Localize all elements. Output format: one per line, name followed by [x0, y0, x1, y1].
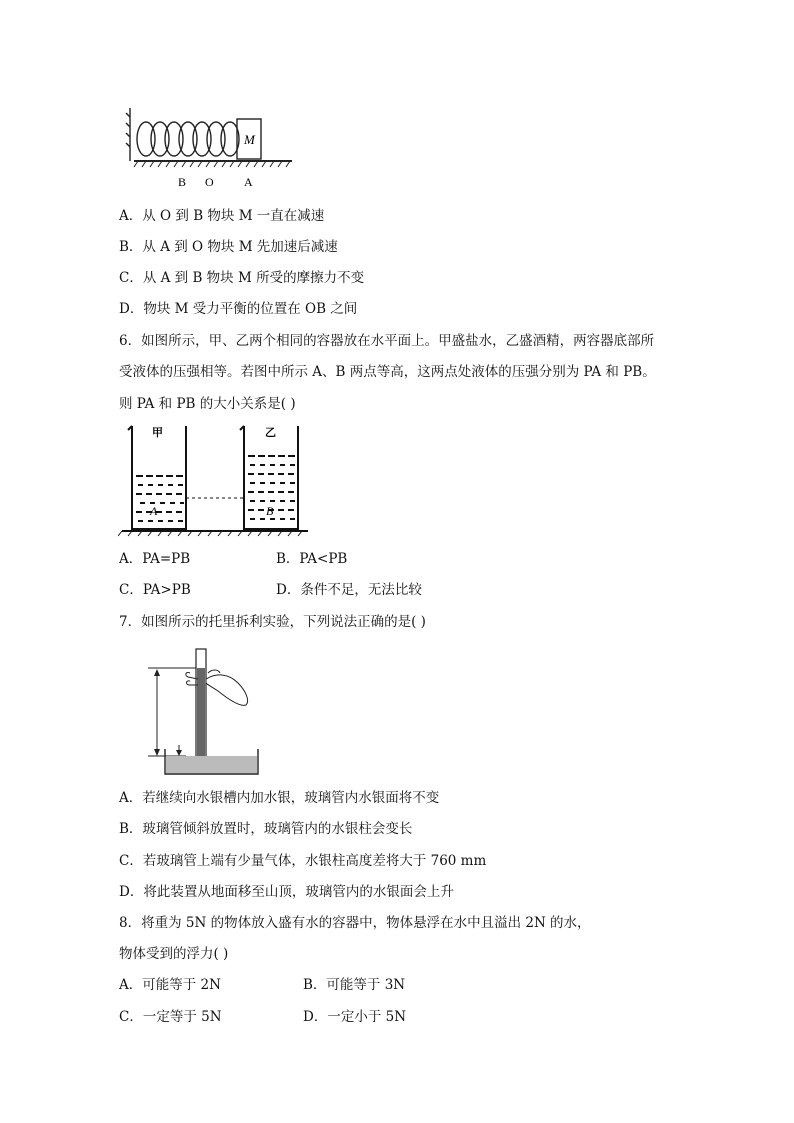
q5-option-c: C．从 A 到 B 物块 M 所受的摩擦力不变 [119, 270, 365, 286]
q6-stem-line-1: 6．如图所示，甲、乙两个相同的容器放在水平面上。甲盛盐水，乙盛酒精，两容器底部所 [119, 333, 655, 349]
q8-stem-line-1: 8．将重为 5N 的物体放入盛有水的容器中，物体悬浮在水中且溢出 2N 的水， [119, 915, 591, 931]
container-jia-label: 甲 [152, 427, 163, 439]
q7-option-c: C．若玻璃管上端有少量气体，水银柱高度差将大于 760 mm [119, 853, 487, 869]
q8-option-d: D．一定小于 5N [303, 1009, 407, 1025]
q7-option-b: B．玻璃管倾斜放置时，玻璃管内的水银柱会变长 [119, 821, 413, 837]
torricelli-figure [146, 643, 266, 779]
q8-option-c: C．一定等于 5N [119, 1009, 222, 1025]
q8-stem-line-2: 物体受到的浮力( ) [119, 946, 229, 962]
q5-option-a: A．从 O 到 B 物块 M 一直在减速 [119, 208, 325, 224]
block-label: M [244, 132, 255, 147]
q8-option-b: B．可能等于 3N [303, 977, 406, 993]
q7-option-a: A．若继续向水银槽内加水银，玻璃管内水银面将不变 [119, 790, 440, 806]
q6-option-d: D．条件不足，无法比较 [276, 582, 422, 598]
q5-option-d: D．物块 M 受力平衡的位置在 OB 之间 [119, 301, 358, 317]
q8-option-a: A．可能等于 2N [119, 977, 221, 993]
q6-stem-line-2: 受液体的压强相等。若图中所示 A、B 两点等高，这两点处液体的压强分别为 PA 和 PB。 [119, 364, 656, 380]
point-a-label: A [150, 504, 158, 518]
point-a-label: A [244, 175, 253, 189]
q5-option-b: B．从 A 到 O 物块 M 先加速后减速 [119, 239, 338, 255]
point-b-label: B [266, 504, 274, 518]
q7-stem: 7．如图所示的托里拆利实验，下列说法正确的是( ) [119, 614, 426, 630]
q6-option-a: A．PA=PB [119, 551, 191, 567]
point-o-label: O [205, 175, 214, 189]
q6-option-c: C．PA>PB [119, 582, 191, 598]
containers-figure [118, 422, 310, 540]
q6-option-b: B．PA<PB [276, 551, 348, 567]
q7-option-d: D．将此装置从地面移至山顶，玻璃管内的水银面会上升 [119, 884, 454, 900]
point-b-label: B [178, 175, 187, 189]
container-yi-label: 乙 [265, 427, 276, 439]
spring-block-figure [120, 103, 300, 195]
q6-stem-line-3: 则 PA 和 PB 的大小关系是( ) [119, 396, 296, 412]
